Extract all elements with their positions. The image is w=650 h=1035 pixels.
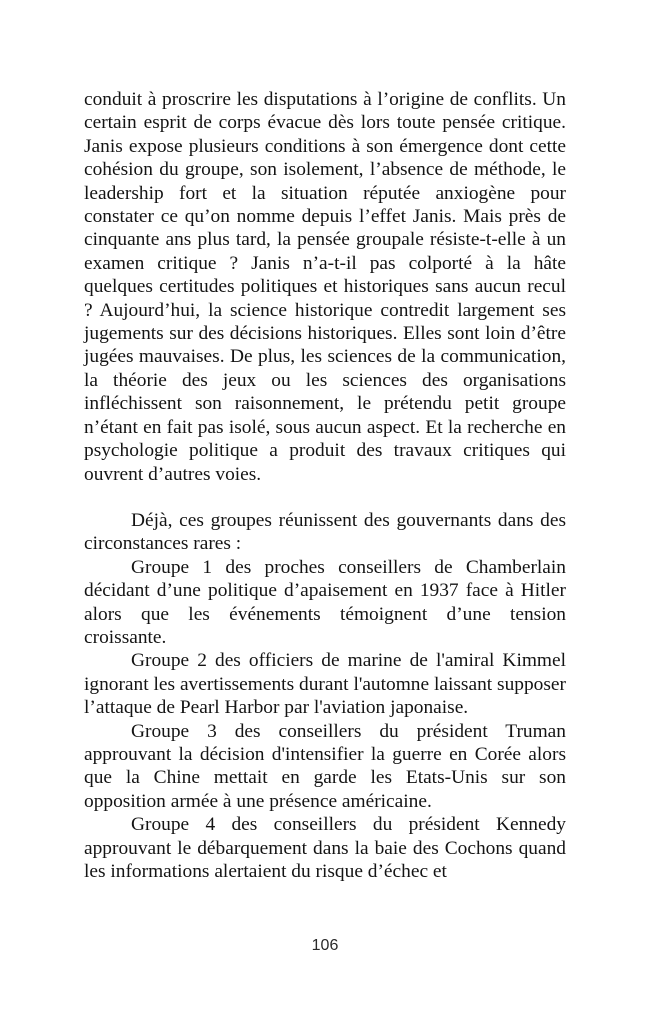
paragraph-continued: conduit à proscrire les disputations à l’origine de conflits. Un certain esprit de corps évacue dès lors toute pensée critique. Janis expose plusieurs conditions à son émergence dont cette cohésion du groupe, son isolement, l’absence de méthode, le leadership fort et la situation réputée anxiogène pour constater ce qu’on nomme depuis l’effet Janis. Mais près de cinquante ans plus tard, la pensée groupale résiste-t-elle à un examen critique ? Janis n’a-t-il pas colporté à la hâte quelques certitudes politiques et historiques sans aucun recul ? Aujourd’hui, la science historique contredit largement ses jugements sur des décisions historiques. Elles sont loin d’être jugées mauvaises. De plus, les sciences de la communication, la théorie des jeux ou les sciences des organisations infléchissent son raisonnement, le prétendu petit groupe n’étant en fait pas isolé, sous aucun aspect. Et la recherche en psychologie politique a produit des travaux critiques qui ouvrent d’autres voies. <box>84 89 566 485</box>
paragraph-intro-groups: Déjà, ces groupes réunissent des gouvernants dans des circonstances rares : <box>84 509 566 555</box>
paragraph-group-4: Groupe 4 des conseillers du président Kennedy approuvant le débarquement dans la baie des Cochons quand les informations alertaient du risque d’échec et <box>84 814 566 882</box>
page-number: 106 <box>311 937 339 954</box>
paragraph-gap <box>84 486 566 509</box>
page-body <box>84 88 566 883</box>
paragraph-group-1: Groupe 1 des proches conseillers de Chamberlain décidant d’une politique d’apaisement en 1937 face à Hitler alors que les événements témoignent d’une tension croissante. <box>84 556 566 648</box>
paragraph-group-3: Groupe 3 des conseillers du président Truman approuvant la décision d'intensifier la guerre en Corée alors que la Chine mettait en garde les Etats-Unis sur son opposition armée à une présence américaine. <box>84 720 566 812</box>
paragraph-group-2: Groupe 2 des officiers de marine de l'amiral Kimmel ignorant les avertissements durant l'automne laissant supposer l’attaque de Pearl Harbor par l'aviation japonaise. <box>84 650 566 719</box>
